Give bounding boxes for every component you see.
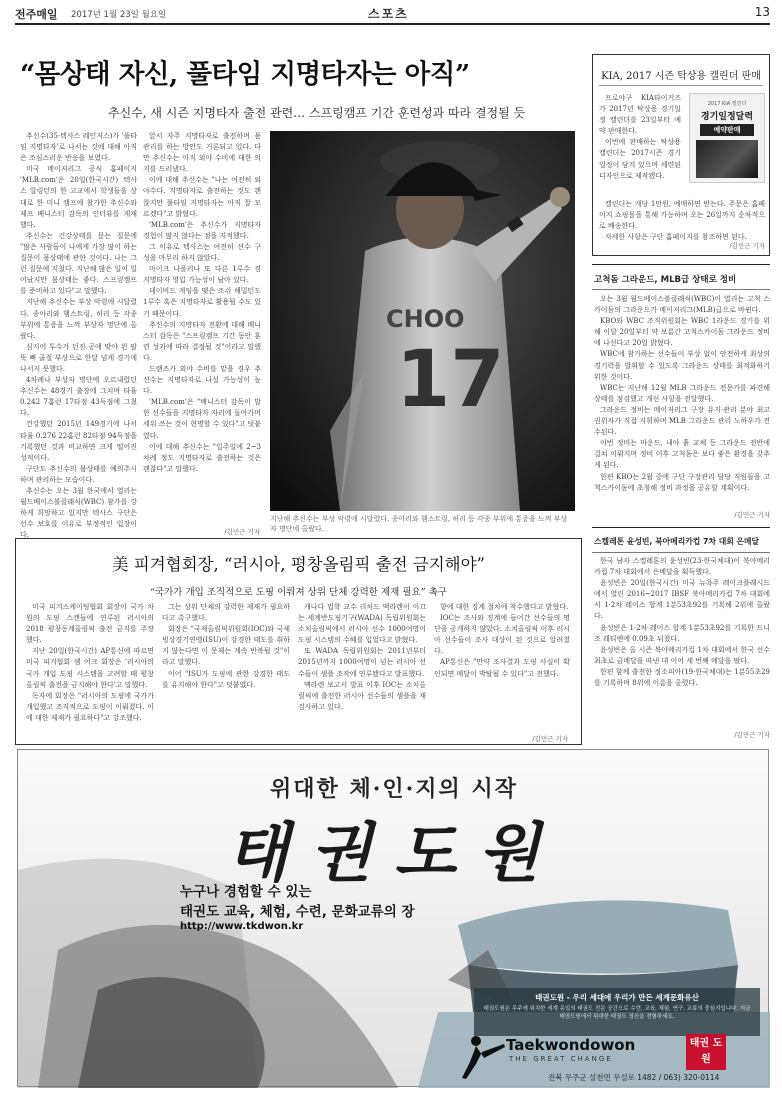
paragraph: 윤성빈은 1·2차 레이스 합계 1분53초92를 기록한 드니 조 레티엔에 0.09초 뒤졌다.: [594, 623, 770, 643]
section-name: 스포츠: [368, 7, 409, 21]
paragraph: 윤성빈은 올 시즌 북아메리카컵 1차 대회에서 한국 선수 최초로 금메달을 따낸 데 이어 세 번째 메달을 땄다.: [594, 645, 770, 665]
skeleton-title-rule: [592, 552, 770, 553]
paragraph: IOC는 조사와 징계에 들어간 선수들의 명단을 공개하지 않았다. 소치올림픽 이후 러시아 선수들이 조사 대상이 된 것으로 알려졌다.: [434, 614, 570, 656]
main-headline: “몸상태 자신, 풀타임 지명타자는 아직”: [20, 59, 470, 90]
paragraph: WBC는 지난해 12월 MLB 그라운드 전문가를 파견해 상태를 점검했고 개선 사항을 전달했다.: [594, 383, 770, 403]
paragraph: 캘린더는 개당 1만원, 예매하면 받는다. 주문은 홈페이지 쇼핑몰을 통해 가능하며 오는 26일까지 순차적으로 배송한다.: [599, 200, 765, 231]
paragraph: 미국 피겨스케이팅협회 회장이 국가 차원의 도핑 스캔들에 연루된 러시아의 2018 평창동계올림픽 출전 금지를 주장했다.: [26, 603, 154, 645]
paragraph: 캐나다 법학 교수 리처드 맥라렌이 이끄는 세계반도핑기구(WADA) 독립위원회는 소치올림픽에서 러시아 선수 1000여명이 도핑 시스템의 수혜를 입었다고 밝혔다.: [298, 603, 426, 645]
paragraph: 건강했던 2015년 149경기에 나서 타율 0.276 22홈런 82타점 94득점을 기록했던 것과 비교하면 크게 떨어진 성적이다.: [20, 420, 137, 462]
main-subhead: 추신수, 새 시즌 지명타자 출전 관련… 스프링캠프 기간 훈련성과 따라 결정될 듯: [108, 106, 526, 120]
paragraph: 이에 대해 추신수는 "일주일에 2~3차례 정도 지명타자로 출전하는 것은 괜찮다"고 말했다.: [143, 442, 261, 473]
main-article-credit: /김민근 기자: [224, 528, 260, 536]
ad-logo-badge: 태권 도원: [686, 1034, 726, 1070]
ad-brand-calligraphy: 태권도원: [226, 816, 562, 891]
taekwondowon-ad[interactable]: [17, 749, 769, 1087]
figure-credit: /김민근 기자: [532, 735, 568, 743]
paragraph: 드랜즈가 외야 수비를 맡을 경우 추신수는 지명타자로 나설 가능성이 높다.: [143, 364, 261, 396]
paragraph: AP통신은 "만약 조사결과 도핑 사실이 확인되면 메달이 박탈될 수 있다"고 전했다.: [434, 658, 570, 678]
paragraph: 향에 대한 징계 절차에 착수했다고 밝혔다.: [440, 603, 569, 611]
paragraph: 심지어 투수가 던진 공에 맞아 왼 팔뚝 뼈 골절 부상으로 한달 넘게 경기에 나서지 못했다.: [20, 342, 137, 373]
ad-logo-english: Taekwondowon: [506, 1036, 636, 1054]
gocheok-title-rule: [592, 289, 770, 290]
skeleton-title: 스켈레톤 윤성빈, 북아메리카컵 7차 대회 은메달: [594, 537, 760, 546]
figure-column-2: [162, 602, 290, 736]
paragraph: 이어 "ISU가 도핑에 관한 강경한 태도를 유지해야 한다"고 덧붙였다.: [162, 669, 290, 689]
paragraph: 추신수는 건강상태를 묻는 질문에 "많은 사람들이 나에게 가장 많이 하는 질문이 몸상태에 관한 것이다. 나는 그런 질문에 지쳤다. 지난해 많은 일이 일어났지만 몸상태는 좋다. 스프링캠프를 준비하고 있다"고 말했다.: [20, 231, 138, 296]
paragraph: 마이크 나폴리나 또 다른 1루수 겸 지명타자 영입 가능성이 남아 있다.: [143, 265, 261, 285]
ad-info-title: 태권도원 - 우리 세대에 우리가 만든 세계문화유산: [535, 993, 699, 1002]
kia-box-credit: /김민근 기자: [729, 242, 765, 250]
page-header: [15, 5, 770, 23]
paragraph: 회장은 "국제올림픽위원회(IOC)와 국제빙상경기연맹(ISU)이 강경한 태도를 취하지 않는다면 이 문제는 계속 반복될 것"이라고 말했다.: [162, 625, 290, 667]
paragraph: 'MLB.com'은 추신수가 지명타자 경험이 많지 않다는 점을 지적했다.: [143, 220, 261, 240]
paragraph: 'MLB.com'은 "배니스터 감독이 말한 선수들을 지명타자 자리에 돌아가며 세워 쓰는 것이 현명할 수 있다"고 덧붙였다.: [143, 398, 261, 440]
figure-column-3: [298, 602, 426, 736]
paragraph: 지난 20일(한국시간) AP통신에 따르면 미국 피겨협회 샘 어크 회장은 '러시아의 국가 개입 도핑 시스템을 고려할 때 평창올림픽 출전을 금지해야 한다'고 말했다.: [26, 647, 154, 689]
kia-box-rule: [599, 85, 763, 86]
calendar-title: 경기일정달력: [700, 112, 754, 122]
paragraph: 그 이유로 텍사스는 여전히 선수 구성을 마무리 하지 않았다.: [143, 242, 261, 263]
skeleton-text: [594, 556, 770, 728]
jersey-number-text: 17: [396, 335, 505, 425]
paragraph: 프로야구 KIA타이거즈가 2017년 탁상용 경기일정 캘린더를 23일부터 예약 판매한다.: [599, 94, 681, 136]
kia-box: [592, 54, 770, 256]
gocheok-top-rule: [592, 264, 770, 265]
page-number: 13: [754, 5, 770, 19]
calendar-small-label: 2017 KIA 캘린더: [707, 101, 747, 107]
paragraph: 윤성빈은 20일(한국시간) 미국 뉴욕주 레이크플래시드에서 열린 2016~2017 IBSF 북아메리카컵 7차 대회에서 1·2차 레이스 합계 1분53초92를 기록해 2위에 올랐다.: [594, 579, 770, 621]
header-rule: [15, 23, 770, 25]
ad-kick-silhouette: [448, 1034, 508, 1080]
player-photo: [270, 131, 575, 511]
player-photo-graphic: [270, 131, 575, 511]
paragraph: 이번에 판매하는 탁상용 캘린더는 2017시즌 경기 일정이 담겨 있으며 세련된 디자인으로 제작됐다.: [599, 138, 681, 180]
figure-headline: 美 피겨협회장, “러시아, 평창올림픽 출전 금지해야”: [112, 555, 485, 574]
skeleton-top-rule: [592, 527, 770, 528]
figure-column-4: [434, 602, 570, 726]
paragraph: 미국 메이저리그 공식 홈페이지 'MLB.com'은 20일(한국시간) 텍사스 알링턴의 한 고교에서 학생들을 상대로 한 미니 캠프에 참가한 추신수와 제프 배니스터 감독의 인터뷰를 게재했다.: [20, 165, 137, 229]
paragraph: 그는 상위 단체의 강력한 제재가 필요하다고 촉구했다.: [162, 603, 290, 623]
jersey-name-text: CHOO: [386, 305, 465, 333]
paragraph: 데이비드 게임을 맺은 조쉬 해밀턴도 1루수 혹은 지명타자로 활용될 수도 있기 때문이다.: [143, 287, 261, 318]
newspaper-name: 전주매일: [15, 8, 58, 21]
paragraph: 앞서 자주 지명타자로 출전하며 몸 관리를 하는 방안도 거론되고 있다. 다만 추신수는 아직 외야 수비에 대한 의지를 드러냈다.: [143, 132, 261, 174]
paragraph: 오는 3월 월드베이스볼클래식(WBC)이 열리는 고척 스카이돔의 그라운드가 메이저리그(MLB)급으로 바뀐다.: [594, 295, 770, 315]
paragraph: 한편 KBO는 2월 중에 구단 구장관리 담당 직원들을 고척스카이돔에 초청해 정비 과정을 공유할 계획이다.: [594, 472, 770, 492]
paragraph: 이에 대해 추신수는 "나는 여전히 외야수다. 지명타자로 출전하는 것도 괜찮지만 풀타임 지명타자는 아직 잘 모르겠다"고 밝혔다.: [143, 176, 261, 218]
skeleton-credit: /김민근 기자: [734, 731, 770, 739]
kia-box-text-bottom: [599, 199, 765, 242]
kicker-icon: [448, 1034, 508, 1080]
paragraph: 구단도 추신수의 몸상태를 예의주시하며 관리하는 모습이다.: [20, 464, 137, 484]
gocheok-title: 고척돔 그라운드, MLB급 상태로 정비: [594, 275, 737, 285]
calendar-image: [689, 93, 765, 183]
ad-lead: 누구나 경험할 수 있는: [180, 884, 312, 900]
paragraph: 추신수의 지명타자 전환에 대해 배니스터 감독은 "스프링캠프 기간 동안 훈련 성과에 따라 결정될 것"이라고 말했다.: [143, 320, 261, 362]
ad-tagline: 위대한 체·인·지의 시작: [270, 776, 518, 802]
paragraph: 또 WADA 독립위원회는 2011년부터 2015년까지 1000여명이 넘는 러시아 선수들이 샘플 조작에 연루됐다고 발표했다.: [298, 647, 426, 678]
figure-subhead: “국가가 개입 조직적으로 도핑 이뤄져 상위 단체 강력한 제재 필요” 촉구: [150, 587, 447, 598]
ad-address: 전북 무주군 설천면 무설로 1482 / 063) 320-0114: [548, 1073, 720, 1082]
paragraph: 지난해 추신수는 부상 악령에 시달렸다. 종아리와 햄스트링, 허리 등 각종 부위에 통증을 느껴 부상자 명단에 올랐다.: [20, 298, 137, 340]
kia-box-title: KIA, 2017 시즌 탁상용 캘린더 판매: [601, 71, 761, 82]
gocheok-text: [594, 294, 770, 506]
ad-url-link[interactable]: http://www.tkdwon.kr: [180, 921, 304, 932]
paragraph: 이번 정비는 마운드, 내야 흙 교체 등 그라운드 전반에 걸쳐 이뤄지며 정비 이후 고척돔은 보다 좋은 환경을 갖추게 된다.: [594, 439, 770, 470]
paragraph: 자세한 사항은 구단 홈페이지를 참조하면 된다.: [605, 233, 747, 242]
paragraph: 추신수는 오는 3월 한국에서 열리는 월드베이스볼클래식(WBC) 참가를 강하게 희망하고 있지만 텍사스 구단은 선수 보호를 이유로 부정적인 입장이다.: [20, 487, 137, 540]
calendar-photo: [696, 140, 758, 178]
ad-info-text: 태권도원은 무주에 위치한 세계 유일의 태권도 전문 공간으로 수련, 교육, 체험, 연구, 교류의 중심지입니다. 지금 태권도원에서 위대한 태권도 정신을 경험하세요.: [483, 1006, 751, 1020]
ad-main-line: 태권도 교육, 체험, 수련, 문화교류의 장: [180, 904, 415, 920]
paragraph: 한국 남자 스켈레톤의 윤성빈(23·한국체대)이 북아메리카컵 7차 대회에서 은메달을 획득했다.: [594, 557, 770, 577]
paragraph: 4차례나 부상자 명단에 오르내렸던 추신수는 48경기 출장에 그치며 타율 0.242 7홈런 17타점 43득점에 그쳤다.: [20, 376, 137, 418]
paragraph: KBO와 WBC 조직위원회는 WBC 1라운드 경기를 위해 이달 20일부터 약 보름간 고척스카이돔 그라운드 정비에 나선다고 20일 밝혔다.: [594, 317, 770, 348]
figure-column-1: [26, 602, 154, 736]
paragraph: WBC에 참가하는 선수들이 부상 없이 안전하게 최상의 경기력을 발휘할 수 있도록 그라운드 상태를 최적화하기 위한 것이다.: [594, 350, 770, 381]
paragraph: 추신수(35·텍사스 레인저스)가 '풀타임 지명타자'로 나서는 것에 대해 아직은 조심스러운 반응을 보였다.: [20, 132, 137, 163]
ad-logo-subtitle: THE GREAT CHANGE: [509, 1055, 613, 1063]
main-article-column-1: [20, 131, 138, 540]
paragraph: 한편 함께 출전한 정소피아(19·한국체대)는 1분55초29를 기록하며 8위에 이름을 올렸다.: [594, 667, 770, 688]
photo-caption: 지난해 추신수는 부상 악령에 시달렸다. 종아리와 햄스트링, 허리 등 각종 부위에 통증을 느껴 부상자 명단에 올랐다.: [270, 515, 568, 533]
main-article-column-2: [143, 131, 261, 525]
issue-date: 2017년 1월 23일 월요일: [71, 10, 167, 20]
paragraph: 맥라렌 보고서 발표 이후 IOC는 소치올림픽에 출전한 러시아 선수들의 샘플을 재검사하고 있다.: [298, 680, 426, 711]
ad-info-box: [474, 988, 760, 1036]
gocheok-credit: /김민근 기자: [734, 511, 770, 519]
paragraph: 그라운드 정비는 메이저리그 구장 유지·관리 분야 최고 권위자가 직접 지휘하며 MLB 그라운드 관리 노하우가 전수된다.: [594, 405, 770, 437]
calendar-subtitle: 예약판매: [700, 124, 754, 136]
paragraph: 독자에 회장은 "러시아의 도핑에 국가가 개입했고 조직적으로 도핑이 이뤄졌다. 이에 대한 제재가 필요하다"고 강조했다.: [26, 691, 154, 722]
